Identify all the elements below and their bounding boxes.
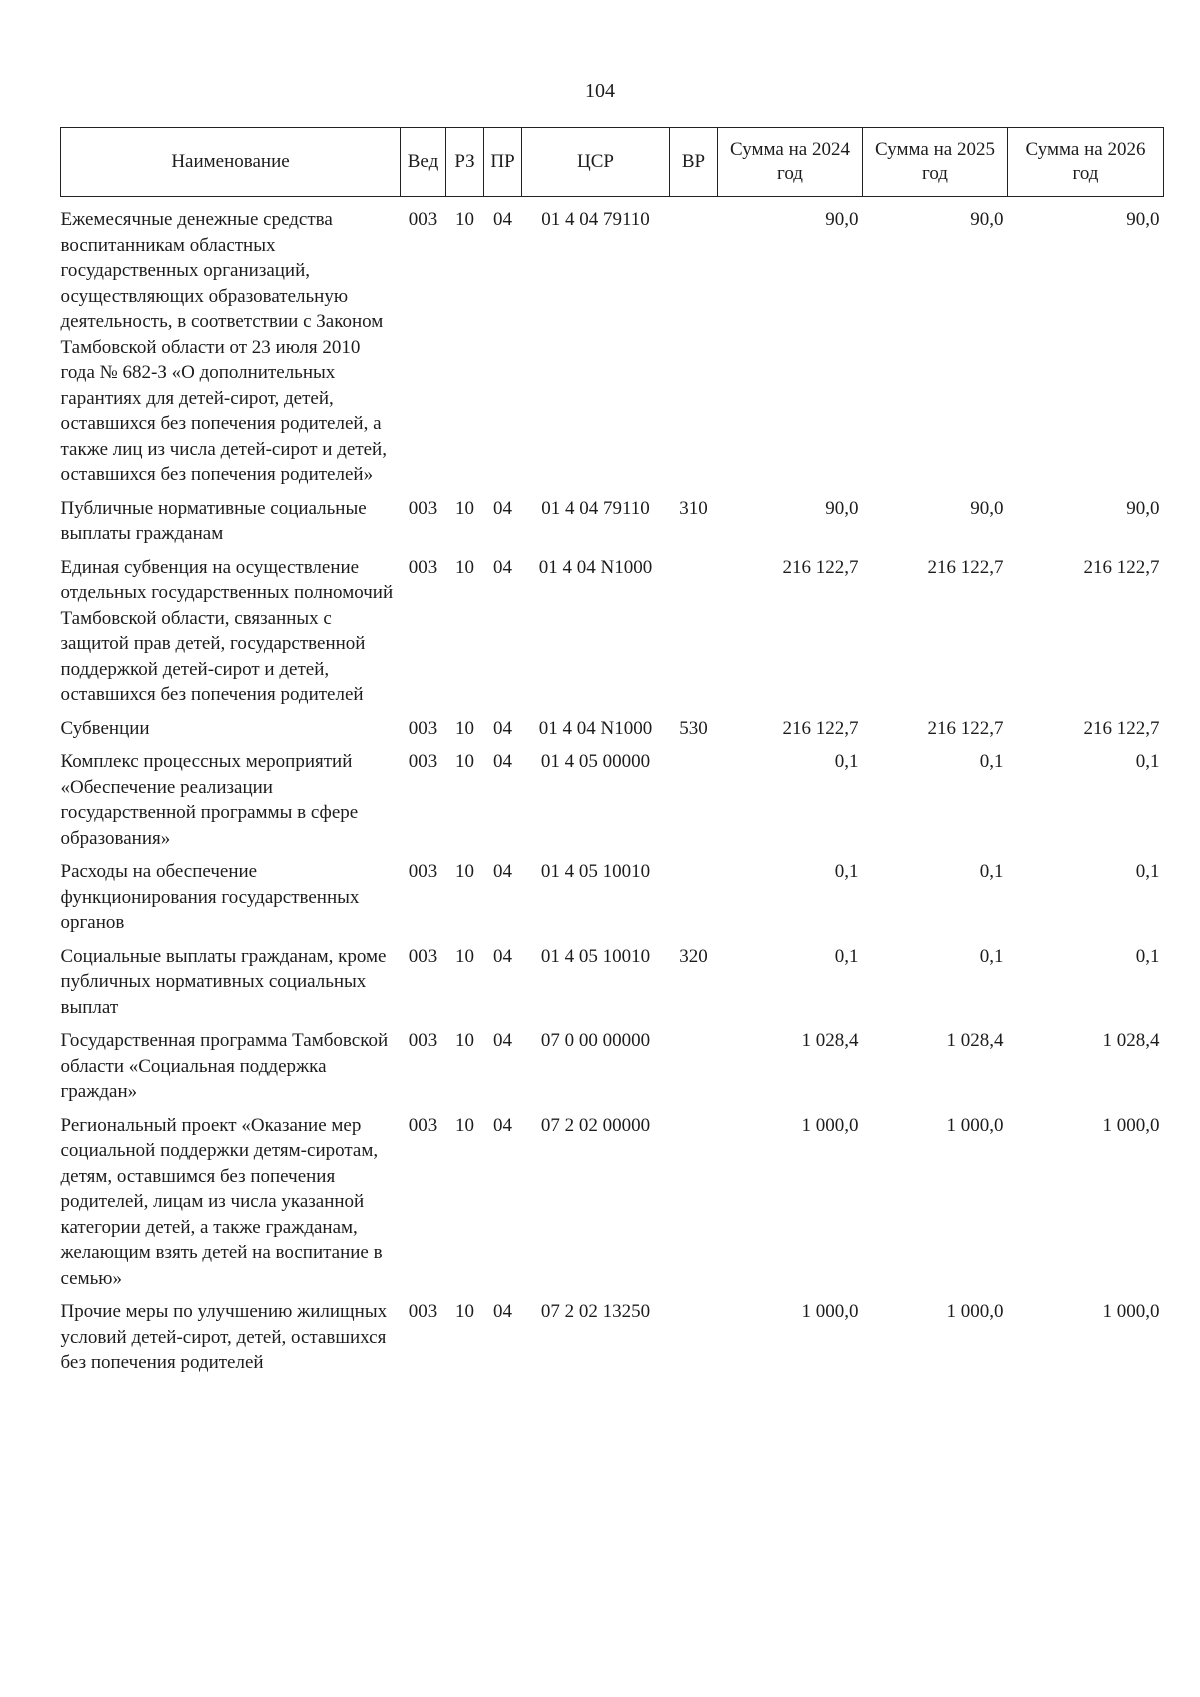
table-row bbox=[61, 749, 1164, 851]
row-sum-2025: 0,1 bbox=[979, 945, 1004, 967]
row-ved: 003 bbox=[408, 1114, 438, 1136]
row-pr: 04 bbox=[493, 556, 512, 578]
row-sum-2024: 0,1 bbox=[834, 861, 859, 882]
table-row bbox=[61, 197, 1164, 488]
row-ved: 003 bbox=[408, 717, 438, 739]
row-vr bbox=[670, 1028, 718, 1105]
row-pr: 04 bbox=[493, 751, 512, 772]
row-spacer bbox=[61, 741, 1164, 749]
row-name: Региональный проект «Оказание мер социальной поддержки детям-сиротам, детям, оставшимся без попечения родителей, лицам из числа указанной категории детей, а также гражданам, желающим взять детей на воспитание в семью» bbox=[60, 1114, 383, 1289]
row-name: Публичные нормативные социальные выплаты гражданам bbox=[60, 497, 367, 544]
row-csr: 07 2 02 13250 bbox=[540, 1301, 651, 1322]
row-spacer bbox=[61, 936, 1164, 944]
row-vr bbox=[670, 859, 718, 936]
row-sum-2024: 0,1 bbox=[834, 751, 859, 772]
table-row bbox=[61, 944, 1164, 1021]
row-rz: 10 bbox=[455, 861, 474, 882]
row-csr: 01 4 04 79110 bbox=[541, 497, 650, 519]
row-sum-2026: 0,1 bbox=[1135, 861, 1160, 882]
row-sum-2026: 90,0 bbox=[1126, 209, 1160, 230]
row-name: Государственная программа Тамбовской области «Социальная поддержка граждан» bbox=[60, 1030, 389, 1102]
row-sum-2024: 1 000,0 bbox=[801, 1114, 859, 1136]
row-csr: 07 2 02 00000 bbox=[540, 1114, 651, 1136]
row-spacer-cell bbox=[61, 708, 1164, 716]
row-sum-2024: 1 028,4 bbox=[801, 1030, 859, 1051]
header-ved: Вед bbox=[401, 128, 446, 197]
row-rz: 10 bbox=[455, 1030, 474, 1051]
row-sum-2026: 1 000,0 bbox=[1102, 1114, 1160, 1136]
row-name: Прочие меры по улучшению жилищных условий детей-сирот, детей, оставшихся без попечения родителей bbox=[60, 1301, 388, 1373]
row-pr: 04 bbox=[493, 717, 512, 739]
row-ved: 003 bbox=[408, 945, 438, 967]
row-spacer bbox=[61, 1020, 1164, 1028]
table-row bbox=[61, 716, 1164, 742]
row-spacer-cell bbox=[61, 1020, 1164, 1028]
row-rz: 10 bbox=[455, 497, 474, 519]
row-sum-2025: 1 000,0 bbox=[946, 1114, 1004, 1136]
table-row bbox=[61, 859, 1164, 936]
table-row bbox=[61, 1113, 1164, 1292]
row-name: Ежемесячные денежные средства воспитанникам областных государственных организаций, осуществляющих образовательную деятельность, в соответствии с Законом Тамбовской области от 23 июля 2010 года № 682-З «О дополнительных гарантиях для детей-сирот, детей, оставшихся без попечения родителей, а также лиц из числа детей-сирот и детей, оставшихся без попечения родителей» bbox=[60, 209, 387, 485]
row-rz: 10 bbox=[455, 1114, 474, 1136]
row-name: Единая субвенция на осуществление отдельных государственных полномочий Тамбовской области, связанных с защитой прав детей, государственной поддержкой детей-сирот и детей, оставшихся без попечения родителей bbox=[60, 556, 394, 705]
row-pr: 04 bbox=[493, 945, 512, 967]
row-name: Субвенции bbox=[60, 717, 150, 739]
row-sum-2024: 0,1 bbox=[834, 945, 859, 967]
row-spacer-cell bbox=[61, 547, 1164, 555]
row-csr: 01 4 05 10010 bbox=[540, 861, 651, 882]
row-rz: 10 bbox=[455, 751, 474, 772]
row-csr: 01 4 05 10010 bbox=[540, 945, 651, 967]
row-sum-2025: 90,0 bbox=[970, 209, 1004, 230]
row-vr bbox=[670, 197, 718, 488]
row-sum-2025: 216 122,7 bbox=[927, 717, 1004, 739]
row-csr: 07 0 00 00000 bbox=[540, 1030, 651, 1051]
row-ved: 003 bbox=[408, 1301, 438, 1322]
row-name: Социальные выплаты гражданам, кроме публичных нормативных социальных выплат bbox=[60, 945, 387, 1018]
row-spacer bbox=[61, 851, 1164, 859]
row-sum-2026: 90,0 bbox=[1126, 497, 1160, 519]
row-sum-2026: 0,1 bbox=[1135, 945, 1160, 967]
header-sum-2024: Сумма на 2024 год bbox=[718, 128, 863, 197]
row-sum-2025: 0,1 bbox=[979, 751, 1004, 772]
row-sum-2025: 1 000,0 bbox=[946, 1301, 1004, 1322]
row-sum-2026: 216 122,7 bbox=[1083, 717, 1160, 739]
row-csr: 01 4 04 N1000 bbox=[538, 717, 653, 739]
budget-table bbox=[60, 127, 1164, 1376]
row-rz: 10 bbox=[455, 556, 474, 578]
row-vr bbox=[670, 1113, 718, 1292]
row-ved: 003 bbox=[408, 556, 438, 578]
header-sum-2026: Сумма на 2026 год bbox=[1008, 128, 1164, 197]
row-csr: 01 4 04 N1000 bbox=[538, 556, 653, 578]
table-row bbox=[61, 496, 1164, 547]
row-spacer-cell bbox=[61, 1291, 1164, 1299]
row-rz: 10 bbox=[455, 1301, 474, 1322]
row-sum-2025: 0,1 bbox=[979, 861, 1004, 882]
row-sum-2024: 90,0 bbox=[825, 497, 859, 519]
row-ved: 003 bbox=[408, 751, 438, 772]
row-vr bbox=[670, 555, 718, 708]
row-pr: 04 bbox=[493, 1301, 512, 1322]
row-sum-2024: 1 000,0 bbox=[801, 1301, 859, 1322]
row-spacer-cell bbox=[61, 936, 1164, 944]
row-vr: 310 bbox=[679, 497, 708, 519]
table-row bbox=[61, 555, 1164, 708]
row-sum-2026: 216 122,7 bbox=[1083, 556, 1160, 578]
row-pr: 04 bbox=[493, 1030, 512, 1051]
row-rz: 10 bbox=[455, 717, 474, 739]
row-pr: 04 bbox=[493, 861, 512, 882]
table-row bbox=[61, 1299, 1164, 1376]
row-ved: 003 bbox=[408, 497, 438, 519]
row-rz: 10 bbox=[455, 945, 474, 967]
row-spacer bbox=[61, 488, 1164, 496]
row-vr bbox=[670, 749, 718, 851]
row-spacer-cell bbox=[61, 488, 1164, 496]
header-vr: ВР bbox=[670, 128, 718, 197]
row-rz: 10 bbox=[455, 209, 474, 230]
row-sum-2026: 0,1 bbox=[1135, 751, 1160, 772]
row-pr: 04 bbox=[493, 1114, 512, 1136]
header-rz: РЗ bbox=[446, 128, 484, 197]
row-sum-2024: 90,0 bbox=[825, 209, 859, 230]
table-row bbox=[61, 1028, 1164, 1105]
header-sum-2025: Сумма на 2025 год bbox=[863, 128, 1008, 197]
row-spacer bbox=[61, 547, 1164, 555]
row-sum-2026: 1 000,0 bbox=[1102, 1301, 1160, 1322]
row-name: Расходы на обеспечение функционирования государственных органов bbox=[60, 861, 360, 933]
row-pr: 04 bbox=[493, 497, 512, 519]
row-ved: 003 bbox=[408, 1030, 438, 1051]
row-spacer-cell bbox=[61, 1105, 1164, 1113]
table-body bbox=[61, 197, 1164, 1376]
page-number: 104 bbox=[585, 80, 615, 102]
row-csr: 01 4 04 79110 bbox=[541, 209, 650, 230]
row-sum-2025: 1 028,4 bbox=[946, 1030, 1004, 1051]
header-pr: ПР bbox=[484, 128, 522, 197]
header-name: Наименование bbox=[61, 128, 401, 197]
row-spacer bbox=[61, 1105, 1164, 1113]
row-spacer bbox=[61, 708, 1164, 716]
row-vr: 320 bbox=[679, 945, 708, 967]
row-sum-2025: 90,0 bbox=[970, 497, 1004, 519]
row-vr: 530 bbox=[679, 717, 708, 739]
row-ved: 003 bbox=[408, 861, 438, 882]
row-ved: 003 bbox=[408, 209, 438, 230]
row-spacer-cell bbox=[61, 851, 1164, 859]
header-csr: ЦСР bbox=[522, 128, 670, 197]
row-spacer bbox=[61, 1291, 1164, 1299]
row-sum-2025: 216 122,7 bbox=[927, 556, 1004, 578]
row-sum-2024: 216 122,7 bbox=[782, 556, 859, 578]
row-name: Комплекс процессных мероприятий «Обеспечение реализации государственной программы в сфере образования» bbox=[60, 751, 359, 849]
row-sum-2026: 1 028,4 bbox=[1102, 1030, 1160, 1051]
row-pr: 04 bbox=[493, 209, 512, 230]
table-header bbox=[61, 128, 1164, 197]
row-vr bbox=[670, 1299, 718, 1376]
row-sum-2024: 216 122,7 bbox=[782, 717, 859, 739]
row-csr: 01 4 05 00000 bbox=[540, 751, 651, 772]
row-spacer-cell bbox=[61, 741, 1164, 749]
